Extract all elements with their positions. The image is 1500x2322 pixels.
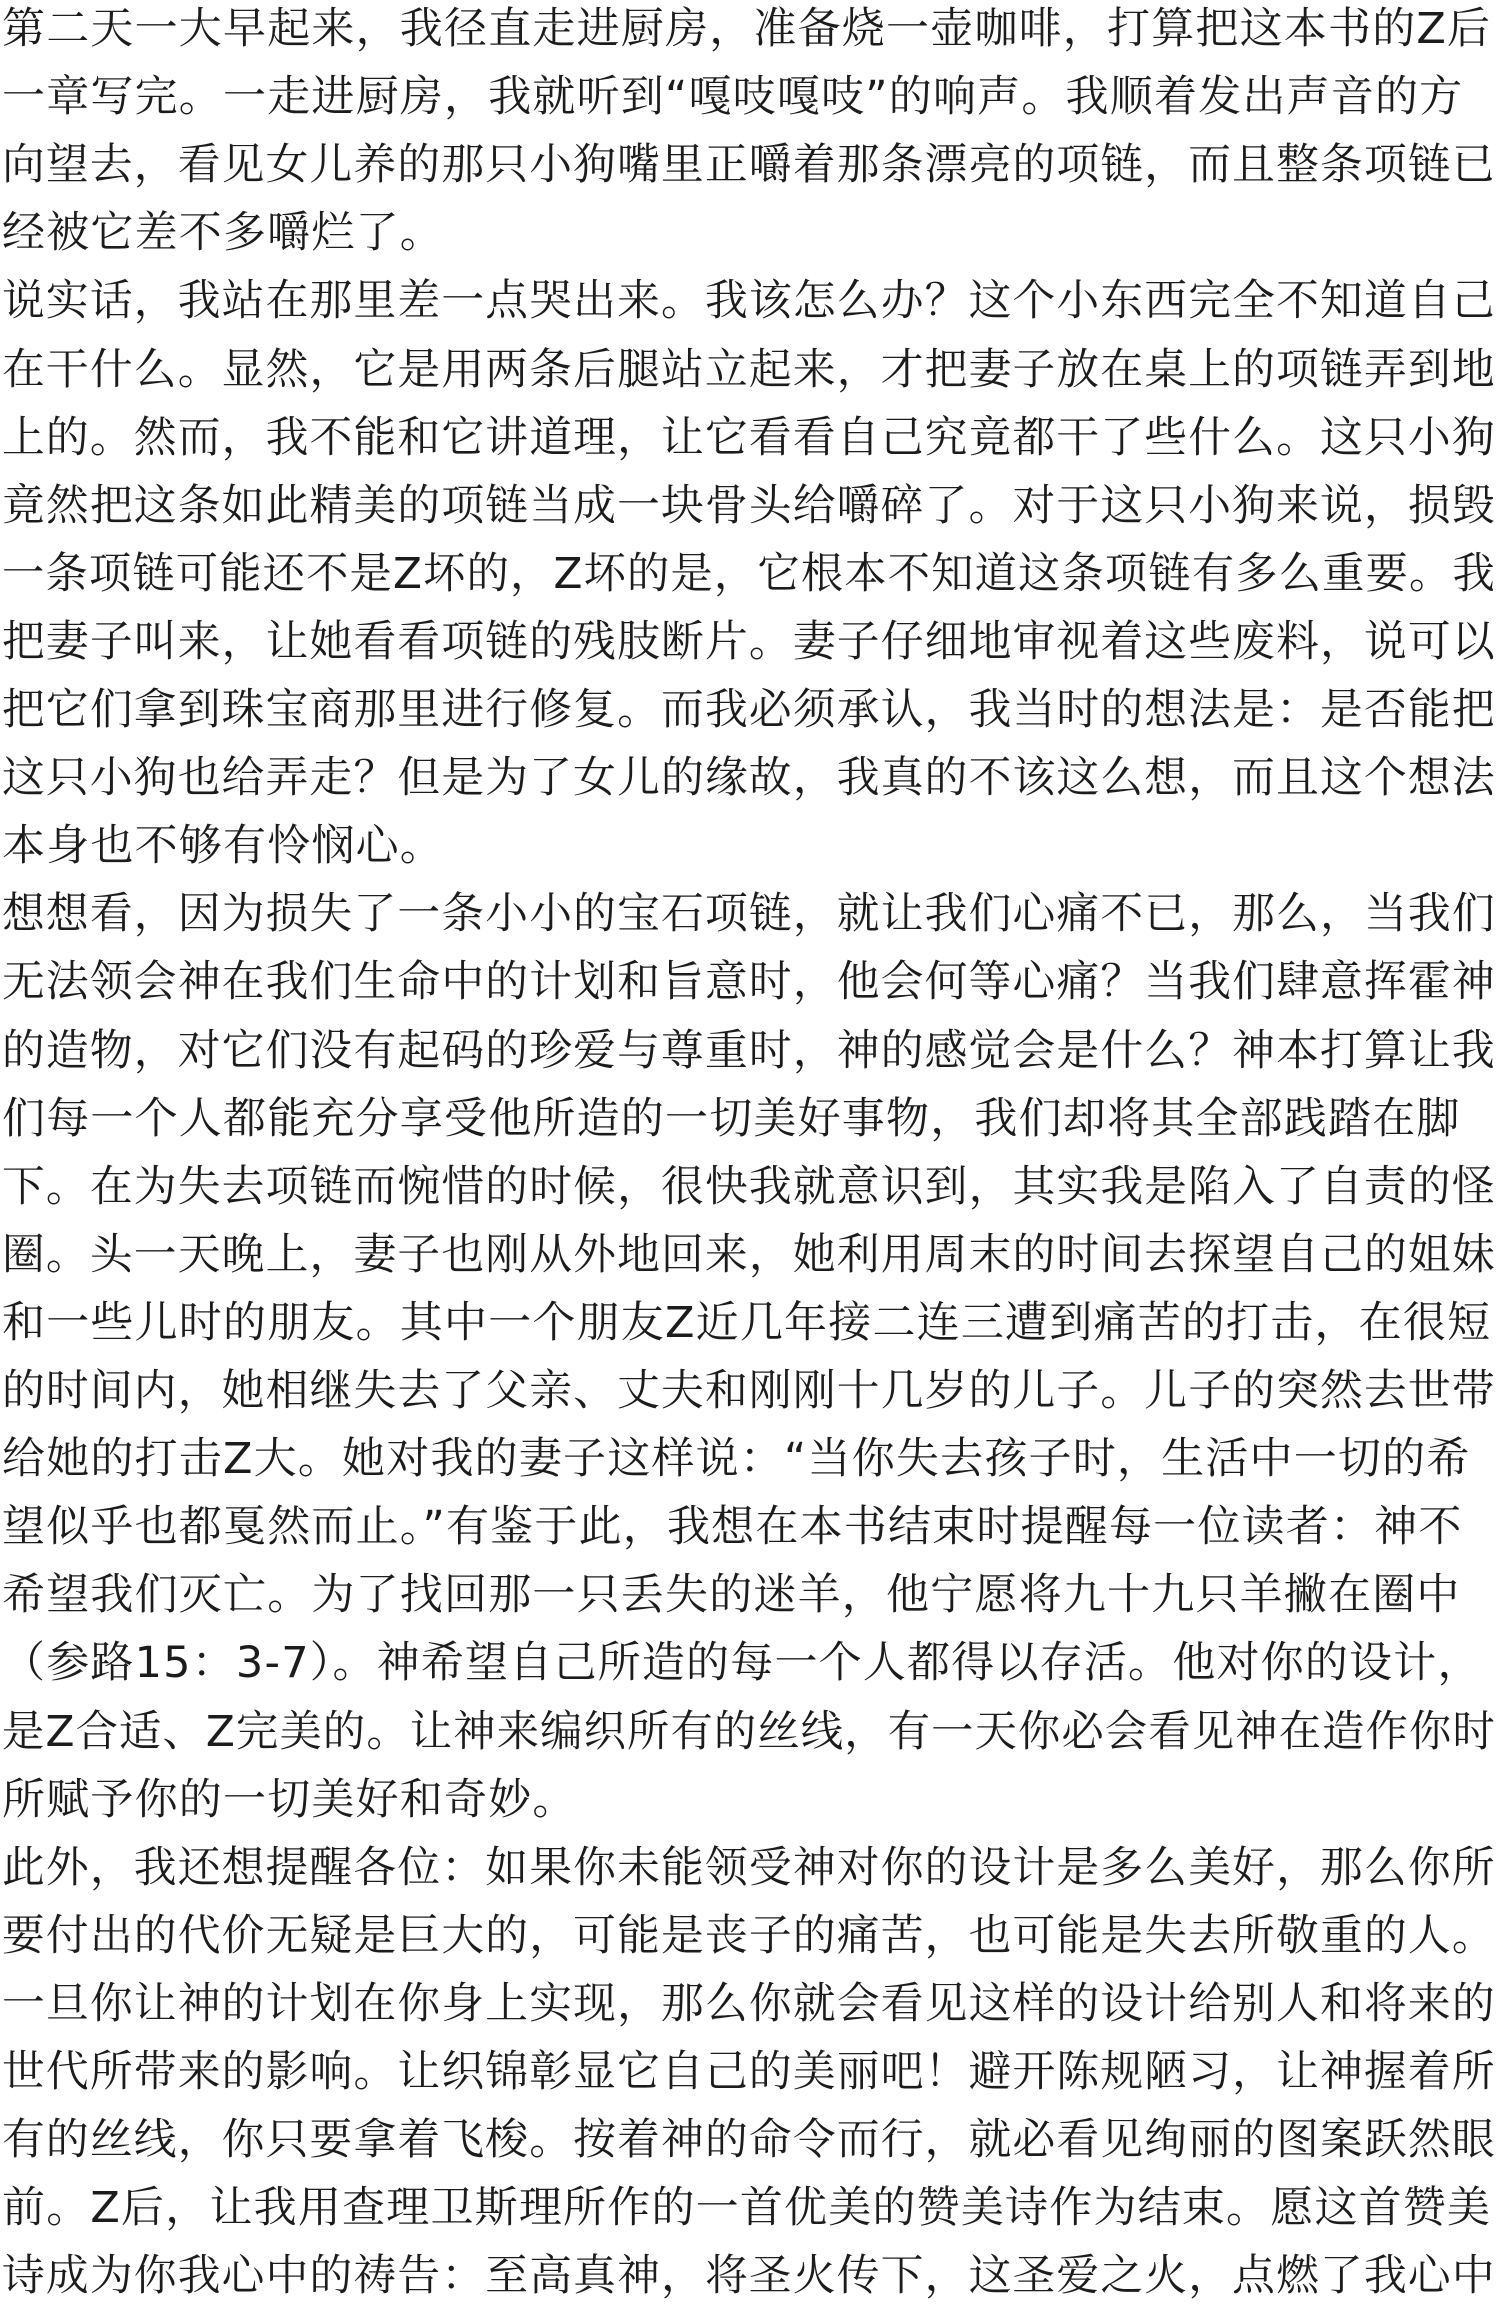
text-line: 给她的打击Z大。她对我的妻子这样说：“当你失去孩子时，生活中一切的希 <box>2 1434 1471 1485</box>
text-line: 这只小狗也给弄走？但是为了女儿的缘故，我真的不该这么想，而且这个想法 <box>2 753 1496 804</box>
text-line: 所赋予你的一切美好和奇妙。 <box>2 1774 577 1825</box>
text-line: 上的。然而，我不能和它讲道理，让它看看自己究竟都干了些什么。这只小狗 <box>2 412 1496 463</box>
text-line: 把妻子叫来，让她看看项链的残肢断片。妻子仔细地审视着这些废料，说可以 <box>2 616 1496 667</box>
text-line: 的造物，对它们没有起码的珍爱与尊重时，神的感觉会是什么？神本打算让我 <box>2 1025 1496 1076</box>
text-line: 一章写完。一走进厨房，我就听到“嘎吱嘎吱”的响声。我顺着发出声音的方 <box>2 72 1464 123</box>
text-line: 说实话，我站在那里差一点哭出来。我该怎么办？这个小东西完全不知道自己 <box>2 276 1496 327</box>
text-line: 一旦你让神的计划在你身上实现，那么你就会看见这样的设计给别人和将来的 <box>2 1978 1496 2029</box>
text-line: 前。Z后，让我用查理卫斯理所作的一首优美的赞美诗作为结束。愿这首赞美 <box>2 2183 1492 2234</box>
text-line: 望似乎也都戛然而止。”有鉴于此，我想在本书结束时提醒每一位读者：神不 <box>2 1502 1463 1553</box>
text-line: 把它们拿到珠宝商那里进行修复。而我必须承认，我当时的想法是：是否能把 <box>2 685 1496 735</box>
text-line: 是Z合适、Z完美的。让神来编织所有的丝线，有一天你必会看见神在造作你时 <box>2 1706 1496 1757</box>
text-line: 圈。头一天晚上，妻子也刚从外地回来，她利用周末的时间去探望自己的姐妹 <box>2 1229 1496 1280</box>
text-line: 想想看，因为损失了一条小小的宝石项链，就让我们心痛不已，那么，当我们 <box>2 889 1496 940</box>
text-line: 希望我们灭亡。为了找回那一只丢失的迷羊，他宁愿将九十九只羊撇在圈中 <box>2 1570 1461 1621</box>
text-line: 本身也不够有怜悯心。 <box>2 821 444 872</box>
text-line: 无法领会神在我们生命中的计划和旨意时，他会何等心痛？当我们肆意挥霍神 <box>2 957 1496 1008</box>
text-line: 竟然把这条如此精美的项链当成一块骨头给嚼碎了。对于这只小狗来说，损毁 <box>2 480 1496 531</box>
text-line: 在干什么。显然，它是用两条后腿站立起来，才把妻子放在桌上的项链弄到地 <box>2 344 1496 395</box>
text-line: （参路15：3-7）。神希望自己所造的每一个人都得以存活。他对你的设计， <box>2 1638 1482 1689</box>
text-line: 世代所带来的影响。让织锦彰显它自己的美丽吧！避开陈规陋习，让神握着所 <box>2 2047 1496 2097</box>
text-line: 的时间内，她相继失去了父亲、丈夫和刚刚十几岁的儿子。儿子的突然去世带 <box>2 1366 1496 1416</box>
text-line: 下。在为失去项链而惋惜的时候，很快我就意识到，其实我是陷入了自责的怪 <box>2 1161 1496 1212</box>
text-line: 诗成为你我心中的祷告：至高真神，将圣火传下，这圣爱之火，点燃了我心中 <box>2 2251 1496 2302</box>
text-line: 第二天一大早起来，我径直走进厨房，准备烧一壶咖啡，打算把这本书的Z后 <box>2 4 1492 54</box>
text-line: 此外，我还想提醒各位：如果你未能领受神对你的设计是多么美好，那么你所 <box>2 1842 1496 1893</box>
text-line: 一条项链可能还不是Z坏的，Z坏的是，它根本不知道这条项链有多么重要。我 <box>2 548 1496 599</box>
text-line: 要付出的代价无疑是巨大的，可能是丧子的痛苦，也可能是失去所敬重的人。 <box>2 1910 1496 1961</box>
text-line: 向望去，看见女儿养的那只小狗嘴里正嚼着那条漂亮的项链，而且整条项链已 <box>2 140 1496 191</box>
text-line: 和一些儿时的朋友。其中一个朋友Z近几年接二连三遭到痛苦的打击，在很短 <box>2 1297 1492 1348</box>
text-line: 经被它差不多嚼烂了。 <box>2 208 444 259</box>
text-line: 们每一个人都能充分享受他所造的一切美好事物，我们却将其全部践踏在脚 <box>2 1093 1461 1144</box>
text-line: 有的丝线，你只要拿着飞梭。按着神的命令而行，就必看见绚丽的图案跃然眼 <box>2 2115 1496 2166</box>
